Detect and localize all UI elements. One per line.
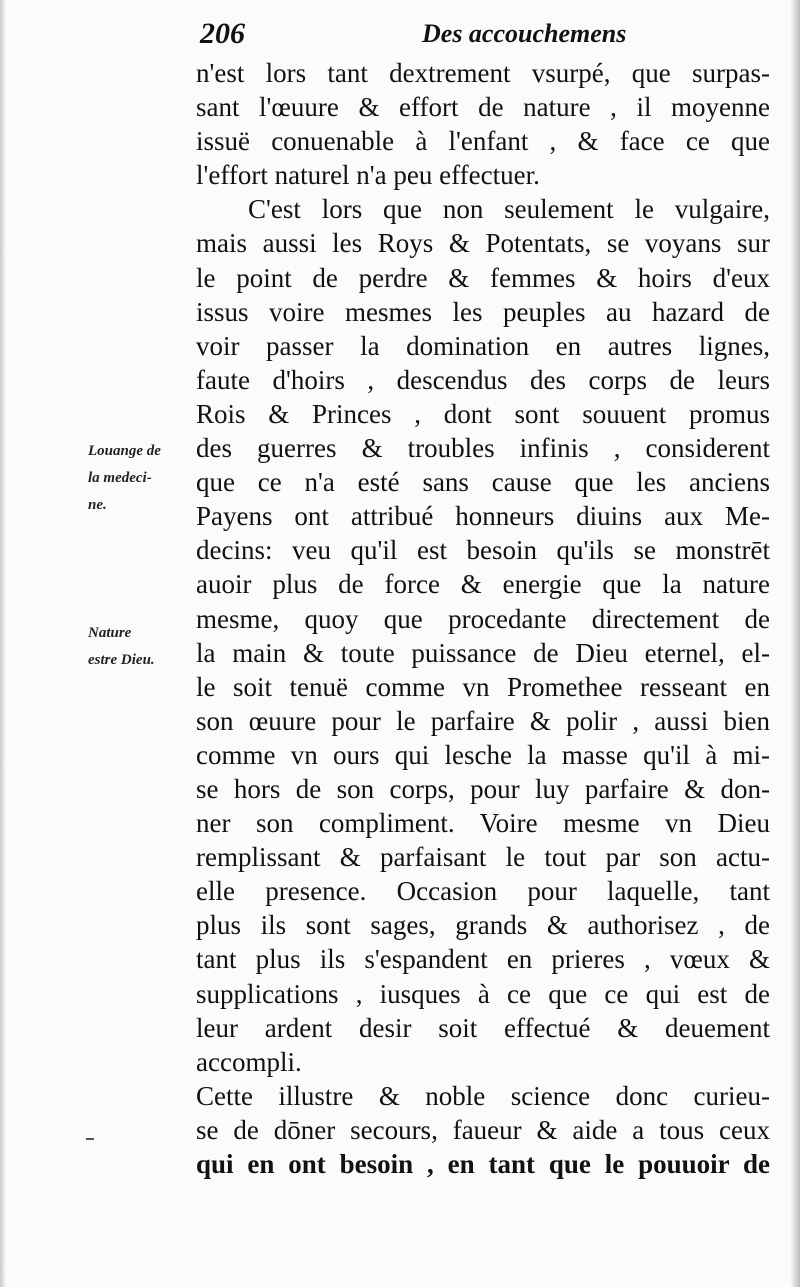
body-text <box>196 56 770 1181</box>
text-line: issus voire mesmes les peuples au hazard de <box>196 296 770 327</box>
text-line: le point de perdre & femmes & hoirs d'eux <box>196 262 770 293</box>
text-line: supplications , iusques à ce que ce qui est de <box>196 978 770 1009</box>
text-line: se hors de son corps, pour luy parfaire & don- <box>196 773 770 804</box>
margin-note-line: ne. <box>88 497 107 513</box>
text-line: qui en ont besoin , en tant que le pouuoir de <box>196 1149 770 1179</box>
text-line: C'est lors que non seulement le vulgaire, <box>248 194 770 225</box>
text-line: remplissant & parfaisant le tout par son actu- <box>196 842 770 873</box>
text-line: plus ils sont sages, grands & authorisez , de <box>196 910 770 941</box>
text-line: comme vn ours qui lesche la masse qu'il à mi- <box>196 739 770 770</box>
page-header <box>200 16 627 52</box>
text-line: auoir plus de force & energie que la nature <box>196 569 770 600</box>
text-line: accompli. <box>196 1046 302 1077</box>
page-edge-shadow <box>790 0 800 1287</box>
margin-note-line: estre Dieu. <box>88 652 155 668</box>
page-number: 206 <box>200 17 245 50</box>
text-line: sant l'œuure & effort de nature , il moyenne <box>196 92 770 123</box>
text-line: se de dōner secours, faueur & aide a tous ceux <box>196 1114 770 1145</box>
text-line: l'effort naturel n'a peu effectuer. <box>196 160 540 191</box>
text-line: le soit tenuë comme vn Promethee resseant en <box>196 671 770 702</box>
margin-note-line: Nature <box>88 625 132 641</box>
text-line: voir passer la domination en autres lignes, <box>196 330 770 361</box>
text-line: decins: veu qu'il est besoin qu'ils se monstrēt <box>196 535 770 566</box>
text-line: leur ardent desir soit effectué & deuement <box>196 1012 770 1043</box>
text-line: tant plus ils s'espandent en prieres , vœux & <box>196 944 770 975</box>
ink-mark <box>86 1138 94 1140</box>
text-line: son œuure pour le parfaire & polir , aussi bien <box>196 705 770 736</box>
text-line: que ce n'a esté sans cause que les anciens <box>196 467 770 498</box>
margin-note-louange <box>88 438 196 519</box>
text-line: elle presence. Occasion pour laquelle, tant <box>196 876 770 907</box>
text-line: n'est lors tant dextrement vsurpé, que surpas- <box>196 58 770 88</box>
text-line: Payens ont attribué honneurs diuins aux Me- <box>196 501 770 532</box>
text-line: mais aussi les Roys & Potentats, se voyans sur <box>196 228 770 259</box>
margin-note-nature <box>88 620 196 674</box>
running-title: Des accouchemens <box>422 19 627 48</box>
page-gutter-shadow <box>0 0 6 1287</box>
text-line: issuë conuenable à l'enfant , & face ce que <box>196 126 770 157</box>
text-line: Rois & Princes , dont sont souuent promus <box>196 398 770 429</box>
text-line: Cette illustre & noble science donc curieu- <box>196 1080 770 1111</box>
text-line: mesme, quoy que procedante directement de <box>196 603 770 634</box>
margin-note-line: Louange de <box>88 443 161 459</box>
text-line: faute d'hoirs , descendus des corps de leurs <box>196 364 770 395</box>
text-line: ner son compliment. Voire mesme vn Dieu <box>196 808 770 839</box>
margin-note-line: la medeci- <box>88 470 152 486</box>
text-line: la main & toute puissance de Dieu eternel, el- <box>196 637 770 668</box>
text-line: des guerres & troubles infinis , considerent <box>196 433 770 464</box>
